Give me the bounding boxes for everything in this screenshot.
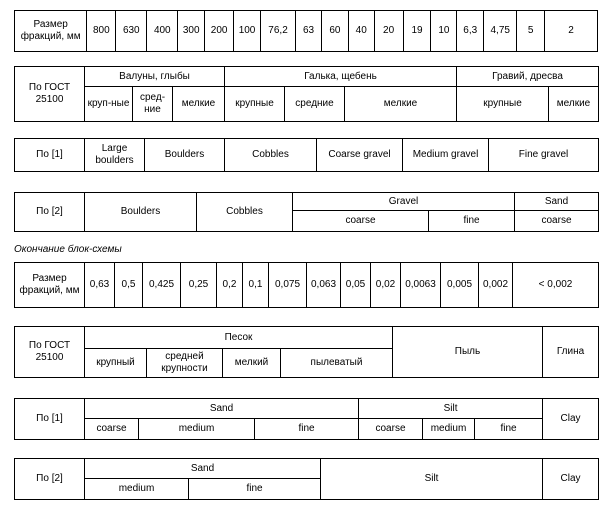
upper-ref2-table bbox=[14, 192, 599, 232]
upper-gost-table bbox=[14, 66, 599, 122]
size-value: 60 bbox=[321, 11, 348, 52]
lower-size-label: Размер фракций, мм bbox=[15, 263, 85, 308]
lower-ref1-label: По [1] bbox=[15, 399, 85, 440]
ref1-silt: Silt bbox=[359, 399, 543, 419]
size-value: 76,2 bbox=[260, 11, 295, 52]
size-value: 20 bbox=[374, 11, 403, 52]
lower-size-table bbox=[14, 262, 599, 308]
ref2-clay: Clay bbox=[543, 459, 599, 500]
size-value: 0,1 bbox=[243, 263, 269, 308]
ref1-item: Boulders bbox=[145, 139, 225, 172]
ref2-gravel: Gravel bbox=[293, 193, 515, 211]
ref2-gravel-fine: fine bbox=[429, 211, 515, 232]
size-value: 0,425 bbox=[143, 263, 181, 308]
size-value: 0,063 bbox=[307, 263, 341, 308]
continuation-caption: Окончание блок-схемы bbox=[14, 244, 122, 255]
ref1-item: Medium gravel bbox=[403, 139, 489, 172]
size-value: 5 bbox=[517, 11, 545, 52]
ref2-sand-coarse: coarse bbox=[515, 211, 599, 232]
gost-clay: Глина bbox=[543, 327, 599, 378]
ref1-sand-sub: coarse bbox=[85, 419, 139, 440]
size-value: 2 bbox=[545, 11, 598, 52]
gost-sub: мелкие bbox=[345, 87, 457, 122]
size-value: 40 bbox=[348, 11, 374, 52]
gost-sub: мелкие bbox=[549, 87, 599, 122]
upper-ref1-table bbox=[14, 138, 599, 172]
size-value: 0,002 bbox=[479, 263, 513, 308]
gost-sub: круп-ные bbox=[85, 87, 133, 122]
gost-sub: крупные bbox=[225, 87, 285, 122]
size-value: 0,005 bbox=[441, 263, 479, 308]
size-value: 100 bbox=[234, 11, 261, 52]
size-value: 63 bbox=[296, 11, 322, 52]
ref1-sand-sub: fine bbox=[255, 419, 359, 440]
upper-gost-label: По ГОСТ 25100 bbox=[15, 67, 85, 122]
ref2-sand-sub: medium bbox=[85, 479, 189, 500]
size-value: 300 bbox=[178, 11, 205, 52]
size-value: < 0,002 bbox=[513, 263, 599, 308]
upper-ref1-label: По [1] bbox=[15, 139, 85, 172]
ref1-sand: Sand bbox=[85, 399, 359, 419]
gost-sub: средние bbox=[285, 87, 345, 122]
size-value: 0,05 bbox=[341, 263, 371, 308]
gost-sand-sub: средней крупности bbox=[147, 349, 223, 378]
lower-gost-label: По ГОСТ 25100 bbox=[15, 327, 85, 378]
gost-group-boulders: Валуны, глыбы bbox=[85, 67, 225, 87]
size-value: 0,075 bbox=[269, 263, 307, 308]
size-value: 630 bbox=[116, 11, 147, 52]
size-value: 19 bbox=[403, 11, 431, 52]
lower-ref2-label: По [2] bbox=[15, 459, 85, 500]
size-value: 6,3 bbox=[457, 11, 484, 52]
size-value: 0,5 bbox=[115, 263, 143, 308]
ref1-silt-sub: fine bbox=[475, 419, 543, 440]
size-value: 200 bbox=[205, 11, 234, 52]
gost-sub: мелкие bbox=[173, 87, 225, 122]
ref2-sand-sub: fine bbox=[189, 479, 321, 500]
ref1-item: Cobbles bbox=[225, 139, 317, 172]
lower-ref2-table bbox=[14, 458, 599, 500]
lower-gost-table bbox=[14, 326, 599, 378]
gost-group-gravel: Гравий, дресва bbox=[457, 67, 599, 87]
ref2-gravel-coarse: coarse bbox=[293, 211, 429, 232]
ref1-item: Large boulders bbox=[85, 139, 145, 172]
gost-sub: сред-ние bbox=[133, 87, 173, 122]
gost-silt: Пыль bbox=[393, 327, 543, 378]
ref1-item: Coarse gravel bbox=[317, 139, 403, 172]
size-value: 0,2 bbox=[217, 263, 243, 308]
ref2-sand: Sand bbox=[515, 193, 599, 211]
size-value: 0,25 bbox=[181, 263, 217, 308]
gost-sand-sub: мелкий bbox=[223, 349, 281, 378]
upper-ref2-label: По [2] bbox=[15, 193, 85, 232]
gost-sand-sub: пылеватый bbox=[281, 349, 393, 378]
ref2-silt: Silt bbox=[321, 459, 543, 500]
gost-sub: крупные bbox=[457, 87, 549, 122]
gost-sand-sub: крупный bbox=[85, 349, 147, 378]
ref1-silt-sub: coarse bbox=[359, 419, 423, 440]
upper-size-label: Размер фракций, мм bbox=[15, 11, 87, 52]
ref1-sand-sub: medium bbox=[139, 419, 255, 440]
size-value: 4,75 bbox=[484, 11, 517, 52]
ref2-boulders: Boulders bbox=[85, 193, 197, 232]
ref2-sand-lower: Sand bbox=[85, 459, 321, 479]
size-value: 0,02 bbox=[371, 263, 401, 308]
upper-size-table bbox=[14, 10, 598, 52]
ref1-silt-sub: medium bbox=[423, 419, 475, 440]
size-value: 10 bbox=[431, 11, 457, 52]
size-value: 0,63 bbox=[85, 263, 115, 308]
lower-ref1-table bbox=[14, 398, 599, 440]
size-value: 800 bbox=[87, 11, 116, 52]
ref2-cobbles: Cobbles bbox=[197, 193, 293, 232]
ref1-clay: Clay bbox=[543, 399, 599, 440]
size-value: 400 bbox=[147, 11, 178, 52]
ref1-item: Fine gravel bbox=[489, 139, 599, 172]
gost-group-pebbles: Галька, щебень bbox=[225, 67, 457, 87]
size-value: 0,0063 bbox=[401, 263, 441, 308]
gost-sand: Песок bbox=[85, 327, 393, 349]
